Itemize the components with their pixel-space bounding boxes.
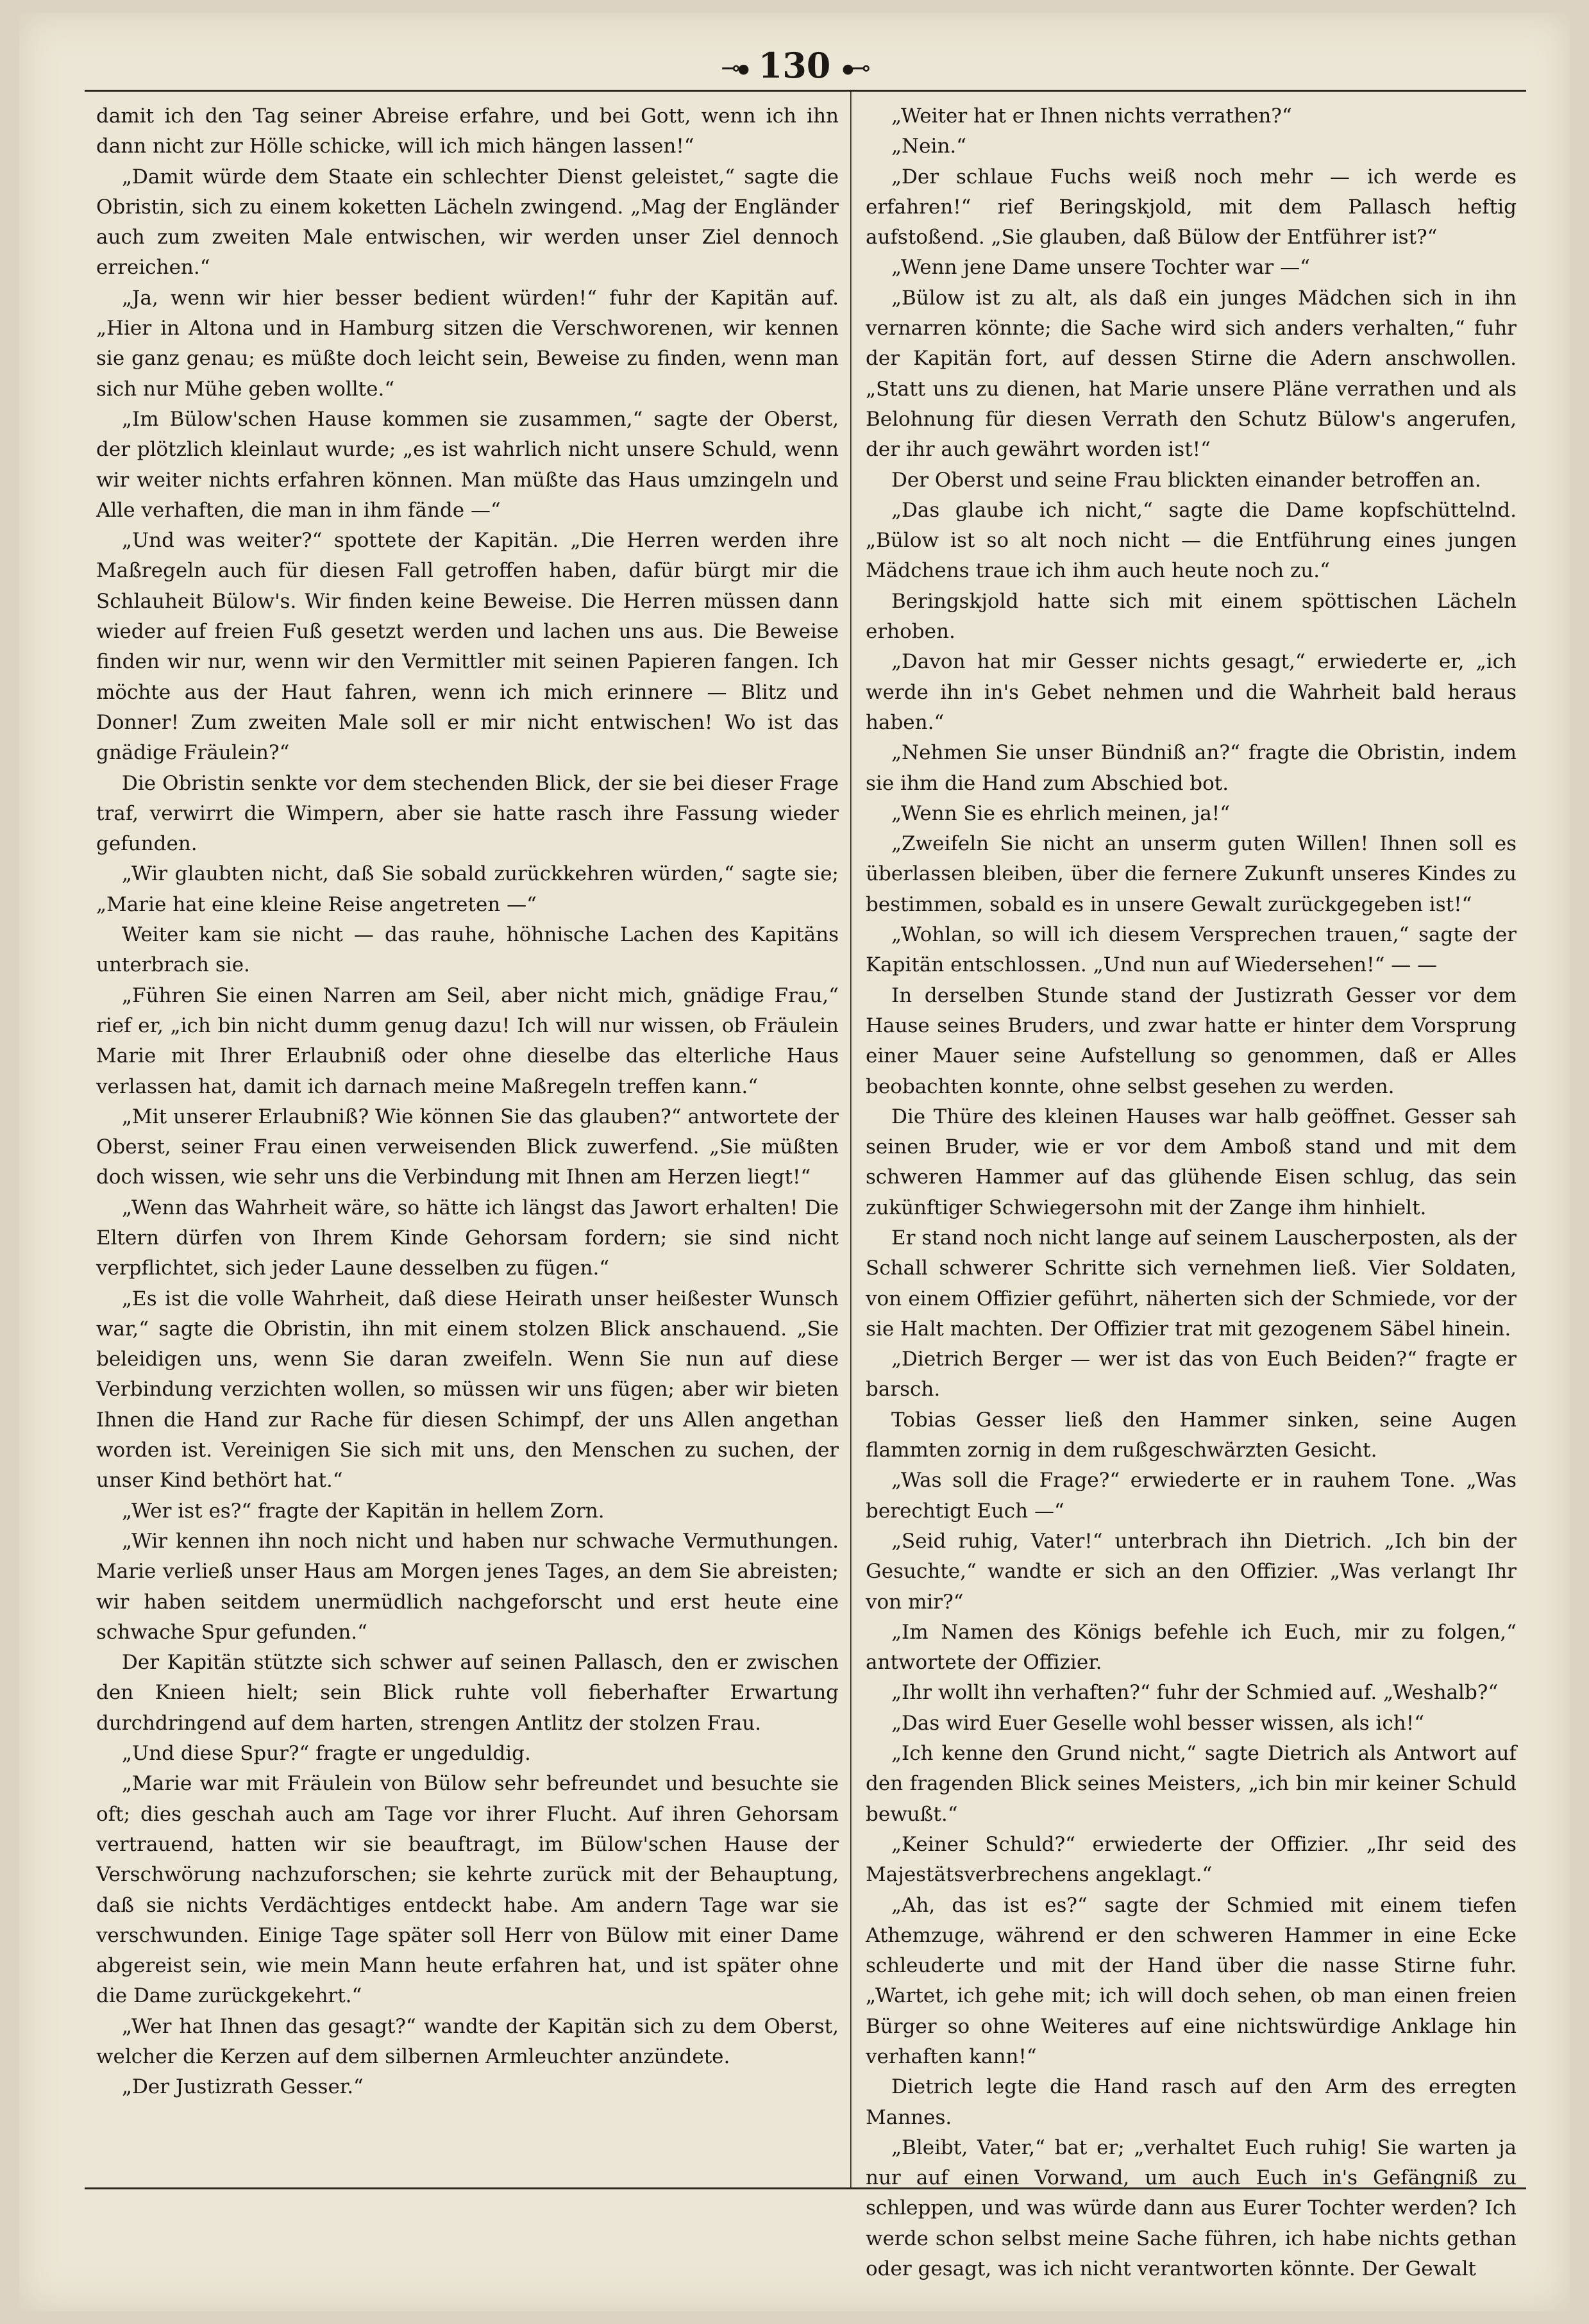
paragraph: Der Oberst und seine Frau blickten einander betroffen an. bbox=[891, 468, 1481, 492]
paragraph: „Wenn das Wahrheit wäre, so hätte ich längst das Jawort erhalten! Die Eltern dürfen von Ihrem Kinde Gehorsam fordern; sie sind nicht verpflichtet, sich jeder Laune desselben zu fügen.“ bbox=[96, 1196, 839, 1280]
paragraph: „Ja, wenn wir hier besser bedient würden!“ fuhr der Kapitän auf. „Hier in Altona und in Hamburg sitzen die Verschworenen, wir kennen sie ganz genau; es müßte doch leicht sein, Beweise zu finden, wenn man sich nur Mühe geben wollte.“ bbox=[96, 286, 839, 401]
page-number: 130 bbox=[758, 45, 831, 86]
paragraph: „Ihr wollt ihn verhaften?“ fuhr der Schmied auf. „Weshalb?“ bbox=[891, 1681, 1499, 1705]
paragraph: „Und diese Spur?“ fragte er ungeduldig. bbox=[122, 1742, 531, 1766]
paragraph: „Mit unserer Erlaubniß? Wie können Sie das glauben?“ antwortete der Oberst, seiner Frau einen verweisenden Blick zuwerfend. „Sie müßten doch wissen, wie sehr uns die Verbindung mit Ihnen am Herzen liegt!“ bbox=[96, 1105, 839, 1189]
paragraph: Beringskjold hatte sich mit einem spöttischen Lächeln erhoben. bbox=[866, 589, 1517, 644]
paragraph: „Führen Sie einen Narren am Seil, aber nicht mich, gnädige Frau,“ rief er, „ich bin nicht dumm genug dazu! Ich will nur wissen, ob Fräulein Marie mit Ihrer Erlaubniß oder ohne dieselbe das elterliche Haus verlassen hat, damit ich darnach meine Maßregeln treffen kann.“ bbox=[96, 983, 839, 1098]
ornament-right-icon: ⦁⊸ bbox=[842, 54, 868, 81]
paragraph: „Bülow ist zu alt, als daß ein junges Mädchen sich in ihn vernarren könnte; die Sache wird sich anders verhalten,“ fuhr der Kapitän fort, auf dessen Stirne die Adern anschwollen. „Statt uns zu dienen, hat Marie unsere Pläne verrathen und als Belohnung für diesen Verrath den Schutz Bülow's angerufen, der ihr auch gewährt worden ist!“ bbox=[866, 286, 1517, 462]
paragraph: „Der schlaue Fuchs weiß noch mehr — ich werde es erfahren!“ rief Beringskjold, mit dem Pallasch heftig aufstoßend. „Sie glauben, daß Bülow der Entführer ist?“ bbox=[866, 165, 1517, 249]
paragraph: „Im Bülow'schen Hause kommen sie zusammen,“ sagte der Oberst, der plötzlich kleinlaut wurde; „es ist wahrlich nicht unsere Schuld, wenn wir weiter nichts erfahren können. Man müßte das Haus umzingeln und Alle verhaften, die man in ihm fände —“ bbox=[96, 407, 839, 522]
paragraph: „Nein.“ bbox=[891, 135, 967, 158]
column-divider bbox=[850, 90, 852, 2187]
paragraph: „Wohlan, so will ich diesem Versprechen trauen,“ sagte der Kapitän entschlossen. „Und nun auf Wiedersehen!“ — — bbox=[866, 923, 1517, 977]
paragraph: „Ah, das ist es?“ sagte der Schmied mit einem tiefen Athemzuge, während er den schweren Hammer in eine Ecke schleuderte und mit der Hand über die nasse Stirne fuhr. „Wartet, ich gehe mit; ich will doch sehen, ob man einen freien Bürger so ohne Weiteres auf eine nichtswürdige Anklage hin verhaften kann!“ bbox=[866, 1893, 1517, 2068]
paragraph: Die Obristin senkte vor dem stechenden Blick, der sie bei dieser Frage traf, verwirrt die Wimpern, aber sie hatte rasch ihre Fassung wieder gefunden. bbox=[96, 771, 839, 856]
paragraph: „Seid ruhig, Vater!“ unterbrach ihn Dietrich. „Ich bin der Gesuchte,“ wandte er sich an den Offizier. „Was verlangt Ihr von mir?“ bbox=[866, 1529, 1517, 1614]
paragraph: Dietrich legte die Hand rasch auf den Arm des erregten Mannes. bbox=[866, 2075, 1517, 2129]
paragraph: „Davon hat mir Gesser nichts gesagt,“ erwiederte er, „ich werde ihn in's Gebet nehmen und die Wahrheit bald heraus haben.“ bbox=[866, 650, 1517, 734]
left-column bbox=[96, 101, 839, 2103]
paragraph: „Nehmen Sie unser Bündniß an?“ fragte die Obristin, indem sie ihm die Hand zum Abschied bot. bbox=[866, 741, 1517, 795]
paragraph: „Marie war mit Fräulein von Bülow sehr befreundet und besuchte sie oft; dies geschah auch am Tage vor ihrer Flucht. Auf ihren Gehorsam vertrauend, hatten wir sie beauftragt, im Bülow'schen Hause der Verschwörung nachzuforschen; sie kehrte zurück mit der Behauptung, daß sie nichts Verdächtiges entdeckt habe. Am andern Tage war sie verschwunden. Einige Tage später soll Herr von Bülow mit einer Dame abgereist sein, wie mein Mann heute erfahren hat, und ist später ohne die Dame zurückgekehrt.“ bbox=[96, 1772, 839, 2008]
paragraph: In derselben Stunde stand der Justizrath Gesser vor dem Hause seines Bruders, und zwar hatte er hinter dem Vorsprung einer Mauer seine Aufstellung so genommen, daß er Alles beobachten konnte, ohne selbst gesehen zu werden. bbox=[866, 983, 1517, 1098]
paragraph: „Und was weiter?“ spottete der Kapitän. „Die Herren werden ihre Maßregeln auch für diesen Fall getroffen haben, dafür bürgt mir die Schlauheit Bülow's. Wir finden keine Beweise. Die Herren müssen dann wieder auf freien Fuß gesetzt werden und lachen uns aus. Die Beweise finden wir nur, wenn wir den Vermittler mit seinen Papieren fangen. Ich möchte aus der Haut fahren, wenn ich mich erinnere — Blitz und Donner! Zum zweiten Male soll er mir nicht entwischen! Wo ist das gnädige Fräulein?“ bbox=[96, 529, 839, 765]
paragraph: „Wer ist es?“ fragte der Kapitän in hellem Zorn. bbox=[122, 1499, 605, 1523]
paragraph: damit ich den Tag seiner Abreise erfahre, und bei Gott, wenn ich ihn dann nicht zur Hölle schicke, will ich mich hängen lassen!“ bbox=[96, 104, 839, 158]
paragraph: „Was soll die Frage?“ erwiederte er in rauhem Tone. „Was berechtigt Euch —“ bbox=[866, 1469, 1517, 1523]
paragraph: „Wir kennen ihn noch nicht und haben nur schwache Vermuthungen. Marie verließ unser Haus am Morgen jenes Tages, an dem Sie abreisten; wir haben seitdem unermüdlich nachgeforscht und erst heute eine schwache Spur gefunden.“ bbox=[96, 1529, 839, 1644]
paragraph: „Im Namen des Königs befehle ich Euch, mir zu folgen,“ antwortete der Offizier. bbox=[866, 1620, 1517, 1675]
ornament-left-icon: ⊸⦁ bbox=[721, 54, 747, 81]
paragraph: „Weiter hat er Ihnen nichts verrathen?“ bbox=[891, 104, 1292, 128]
paragraph: „Damit würde dem Staate ein schlechter Dienst geleistet,“ sagte die Obristin, sich zu einem koketten Lächeln zwingend. „Mag der Engländer auch zum zweiten Male entwischen, wir werden unser Ziel dennoch erreichen.“ bbox=[96, 165, 839, 280]
paragraph: „Keiner Schuld?“ erwiederte der Offizier. „Ihr seid des Majestätsverbrechens angeklagt.“ bbox=[866, 1832, 1517, 1887]
paragraph: „Das wird Euer Geselle wohl besser wissen, als ich!“ bbox=[891, 1711, 1425, 1735]
paragraph: Weiter kam sie nicht — das rauhe, höhnische Lachen des Kapitäns unterbrach sie. bbox=[96, 923, 839, 977]
paragraph: „Wenn Sie es ehrlich meinen, ja!“ bbox=[891, 801, 1231, 825]
right-column bbox=[866, 101, 1517, 2284]
paragraph: Der Kapitän stützte sich schwer auf seinen Pallasch, den er zwischen den Knieen hielt; sein Blick ruhte voll fieberhafter Erwartung durchdringend auf dem harten, strengen Antlitz der stolzen Frau. bbox=[96, 1651, 839, 1735]
page-header bbox=[19, 46, 1570, 88]
paragraph: „Wir glaubten nicht, daß Sie sobald zurückkehren würden,“ sagte sie; „Marie hat eine kleine Reise angetreten —“ bbox=[96, 862, 839, 916]
paragraph: „Wer hat Ihnen das gesagt?“ wandte der Kapitän sich zu dem Oberst, welcher die Kerzen auf dem silbernen Armleuchter anzündete. bbox=[96, 2014, 839, 2068]
header-rule-left bbox=[85, 90, 808, 92]
header-rule-right bbox=[808, 90, 1526, 92]
paragraph: „Zweifeln Sie nicht an unserm guten Willen! Ihnen soll es überlassen bleiben, über die fernere Zukunft unseres Kindes zu bestimmen, sobald es in unsere Gewalt zurückgegeben ist!“ bbox=[866, 832, 1517, 916]
paragraph: „Das glaube ich nicht,“ sagte die Dame kopfschüttelnd. „Bülow ist so alt noch nicht — die Entführung eines jungen Mädchens traue ich ihm auch heute noch zu.“ bbox=[866, 498, 1517, 583]
paragraph: „Der Justizrath Gesser.“ bbox=[122, 2075, 364, 2099]
paragraph: Die Thüre des kleinen Hauses war halb geöffnet. Gesser sah seinen Bruder, wie er vor dem Amboß stand und mit dem schweren Hammer auf das glühende Eisen schlug, das sein zukünftiger Schwiegersohn mit der Zange ihm hinhielt. bbox=[866, 1105, 1517, 1219]
paragraph: „Wenn jene Dame unsere Tochter war —“ bbox=[891, 256, 1310, 280]
paragraph: Tobias Gesser ließ den Hammer sinken, seine Augen flammten zornig in dem rußgeschwärzten Gesicht. bbox=[866, 1408, 1517, 1462]
paragraph: „Es ist die volle Wahrheit, daß diese Heirath unser heißester Wunsch war,“ sagte die Obristin, ihn mit einem stolzen Blick anschauend. „Sie beleidigen uns, wenn Sie daran zweifeln. Wenn Sie nun auf diese Verbindung verzichten wollen, so müssen wir uns fügen; aber wir bieten Ihnen die Hand zur Rache für diesen Schimpf, der uns Allen angethan worden ist. Vereinigen Sie sich mit uns, den Menschen zu suchen, der unser Kind bethört hat.“ bbox=[96, 1287, 839, 1492]
paragraph: Er stand noch nicht lange auf seinem Lauscherposten, als der Schall schwerer Schritte sich vernehmen ließ. Vier Soldaten, von einem Offizier geführt, näherten sich der Schmiede, vor der sie Halt machten. Der Offizier trat mit gezogenem Säbel hinein. bbox=[866, 1226, 1517, 1341]
paragraph: „Bleibt, Vater,“ bat er; „verhaltet Euch ruhig! Sie warten ja nur auf einen Vorwand, um auch Euch in's Gefängniß zu schleppen, und was würde dann aus Eurer Tochter werden? Ich werde schon selbst meine Sache führen, ich habe nichts gethan oder gesagt, was ich nicht verantworten könnte. Der Gewalt bbox=[866, 2136, 1517, 2281]
paragraph: „Dietrich Berger — wer ist das von Euch Beiden?“ fragte er barsch. bbox=[866, 1348, 1517, 1401]
paragraph: „Ich kenne den Grund nicht,“ sagte Dietrich als Antwort auf den fragenden Blick seines Meisters, „ich bin mir keiner Schuld bewußt.“ bbox=[866, 1742, 1517, 1826]
